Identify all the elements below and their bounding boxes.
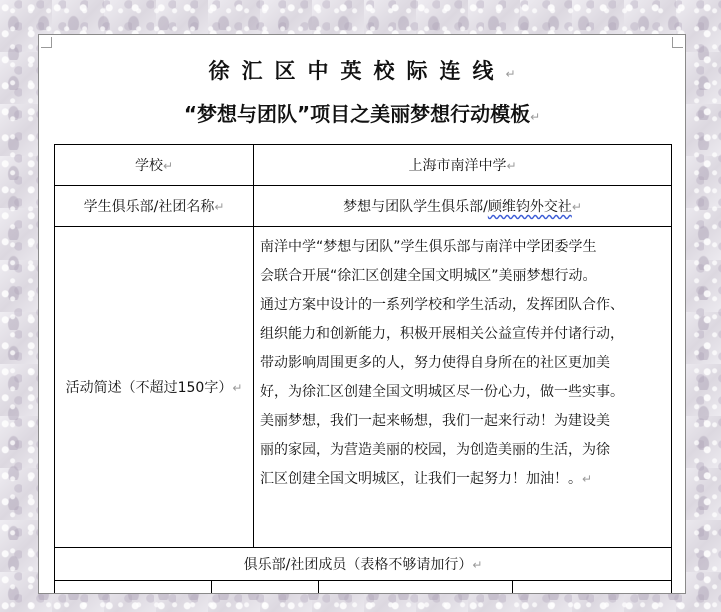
members-subrow-cell xyxy=(55,581,672,595)
description-line-last xyxy=(260,465,665,494)
paragraph-mark: ↵ xyxy=(214,200,225,214)
description-line: 好，为徐汇区创建全国文明城区尽一份心力，做一些实事。 xyxy=(260,384,624,400)
document-title-line1 xyxy=(39,55,685,85)
school-value-cell[interactable] xyxy=(254,145,672,186)
school-label-cell xyxy=(55,145,254,186)
member-cell[interactable] xyxy=(211,581,319,594)
paragraph-mark: ↵ xyxy=(472,558,483,572)
club-label-cell xyxy=(55,186,254,227)
table-row-club xyxy=(55,186,672,227)
paragraph-mark: ↵ xyxy=(506,159,517,173)
member-cell[interactable] xyxy=(513,581,671,594)
members-label: 俱乐部/社团成员（表格不够请加行） xyxy=(243,557,473,573)
member-cell[interactable] xyxy=(55,581,211,594)
document-page xyxy=(38,34,686,594)
table-row-description xyxy=(55,227,672,548)
table-row-members-header xyxy=(55,548,672,581)
members-subtable xyxy=(55,581,671,594)
school-label: 学校 xyxy=(134,158,163,174)
description-line: 美丽梦想，我们一起来畅想，我们一起来行动！为建设美 xyxy=(260,413,610,429)
title-line1-text: 徐汇区中英校际连线 xyxy=(208,59,506,83)
description-line: 会联合开展“徐汇区创建全国文明城区”美丽梦想行动。 xyxy=(260,268,597,284)
club-value-spellcheck: 顾维钧外交社 xyxy=(487,199,572,215)
page-corner-mark xyxy=(41,37,52,48)
description-line: 带动影响周围更多的人，努力使得自身所在的社区更加美 xyxy=(260,355,610,371)
paragraph-mark: ↵ xyxy=(530,110,541,124)
title-line2-text: “梦想与团队”项目之美丽梦想行动模板 xyxy=(183,102,531,126)
description-line: 南洋中学“梦想与团队”学生俱乐部与南洋中学团委学生 xyxy=(260,239,597,255)
club-value-cell[interactable] xyxy=(254,186,672,227)
paragraph-mark: ↵ xyxy=(571,200,582,214)
activity-form-table xyxy=(54,144,672,594)
description-line: 丽的家园，为营造美丽的校园，为创造美丽的生活，为徐 xyxy=(260,442,610,458)
paragraph-mark: ↵ xyxy=(232,381,243,395)
document-title-line2 xyxy=(39,98,685,127)
table-row-school xyxy=(55,145,672,186)
paragraph-mark: ↵ xyxy=(505,67,516,81)
table-row-members-partial xyxy=(55,581,672,595)
paragraph-mark: ↵ xyxy=(162,159,174,173)
description-label-cell xyxy=(55,227,254,548)
description-line: 通过方案中设计的一系列学校和学生活动，发挥团队合作、 xyxy=(260,297,624,313)
members-header-cell xyxy=(55,548,672,581)
description-line: 汇区创建全国文明城区，让我们一起努力！加油！。 xyxy=(260,471,582,487)
school-value: 上海市南洋中学 xyxy=(408,158,507,174)
club-value-prefix: 梦想与团队学生俱乐部/ xyxy=(343,199,488,215)
paragraph-mark: ↵ xyxy=(582,472,593,486)
description-label: 活动简述（不超过150字） xyxy=(65,380,233,396)
description-line: 组织能力和创新能力，积极开展相关公益宣传并付诸行动， xyxy=(260,326,624,342)
page-corner-mark xyxy=(672,37,683,48)
club-label: 学生俱乐部/社团名称 xyxy=(83,199,215,215)
member-cell[interactable] xyxy=(319,581,513,594)
description-value-cell[interactable] xyxy=(254,227,672,548)
